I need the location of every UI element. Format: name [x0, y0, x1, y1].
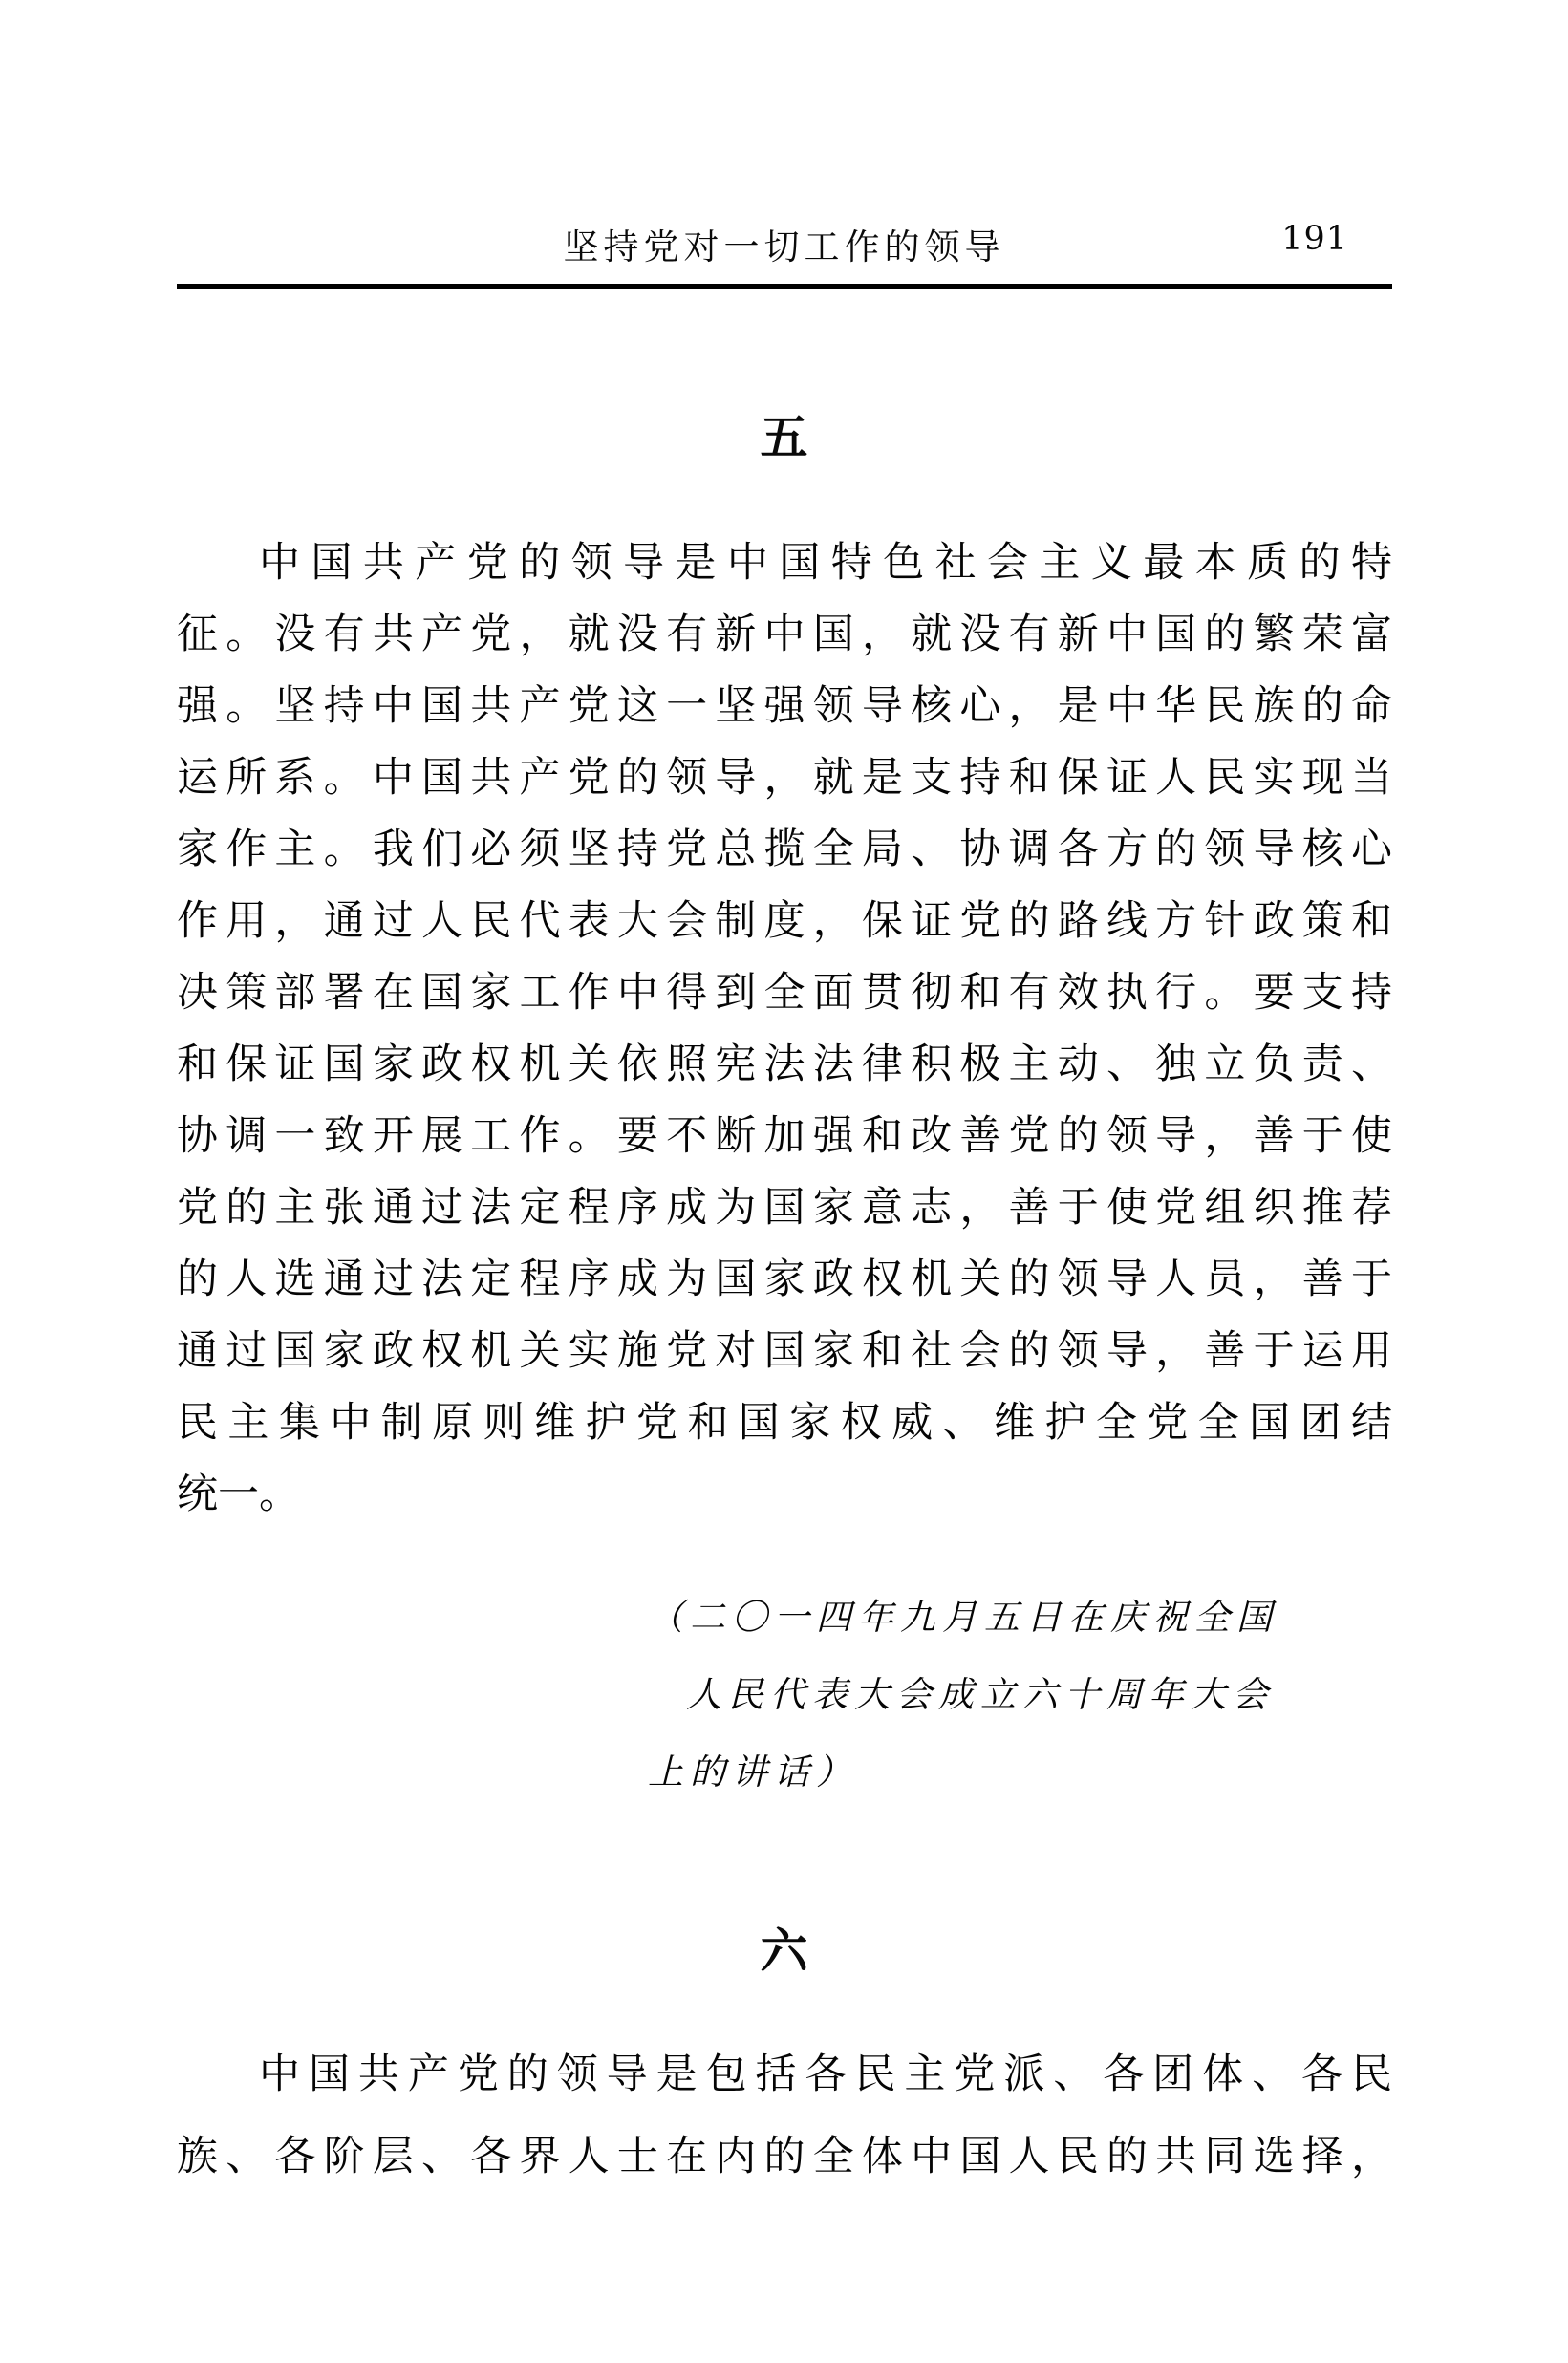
- text-line: 通过国家政权机关实施党对国家和社会的领导，善于运用: [177, 1327, 1392, 1375]
- citation-source: [648, 1579, 1336, 1811]
- text-line: 民主集中制原则维护党和国家权威、维护全党全国团结: [177, 1399, 1392, 1447]
- text-line: 运所系。中国共产党的领导，就是支持和保证人民实现当: [177, 754, 1392, 802]
- header-rule: [177, 284, 1392, 289]
- text-line: 强。坚持中国共产党这一坚强领导核心，是中华民族的命: [177, 682, 1392, 730]
- text-line: 征。没有共产党，就没有新中国，就没有新中国的繁荣富: [177, 611, 1392, 658]
- text-line: 中国共产党的领导是包括各民主党派、各团体、各民: [259, 2051, 1392, 2098]
- page-header: [0, 218, 1568, 268]
- text-line: 族、各阶层、各界人士在内的全体中国人民的共同选择，: [177, 2133, 1392, 2180]
- citation-line: 上的讲话）: [648, 1751, 858, 1793]
- text-line: 作用，通过人民代表大会制度，保证党的路线方针政策和: [177, 897, 1392, 945]
- page-number: 191: [1281, 220, 1348, 258]
- text-line: 党的主张通过法定程序成为国家意志，善于使党组织推荐: [177, 1184, 1392, 1232]
- citation-line: 人民代表大会成立六十周年大会: [686, 1674, 1275, 1715]
- text-line: 决策部署在国家工作中得到全面贯彻和有效执行。要支持: [177, 969, 1392, 1017]
- citation-line: （二〇一四年九月五日在庆祝全国: [648, 1597, 1278, 1638]
- text-line: 的人选通过法定程序成为国家政权机关的领导人员，善于: [177, 1256, 1392, 1303]
- paragraph-section-six: [177, 2033, 1392, 2198]
- section-heading-six: 六: [760, 1923, 808, 1979]
- paragraph-section-five: [177, 527, 1392, 1531]
- text-line: 统一。: [177, 1471, 300, 1518]
- text-line: 中国共产党的领导是中国特色社会主义最本质的特: [259, 539, 1392, 587]
- text-line: 家作主。我们必须坚持党总揽全局、协调各方的领导核心: [177, 826, 1392, 873]
- running-title: 坚持党对一切工作的领导: [563, 226, 1005, 268]
- text-line: 和保证国家政权机关依照宪法法律积极主动、独立负责、: [177, 1041, 1392, 1088]
- text-line: 协调一致开展工作。要不断加强和改善党的领导，善于使: [177, 1112, 1392, 1160]
- section-heading-five: 五: [760, 410, 808, 465]
